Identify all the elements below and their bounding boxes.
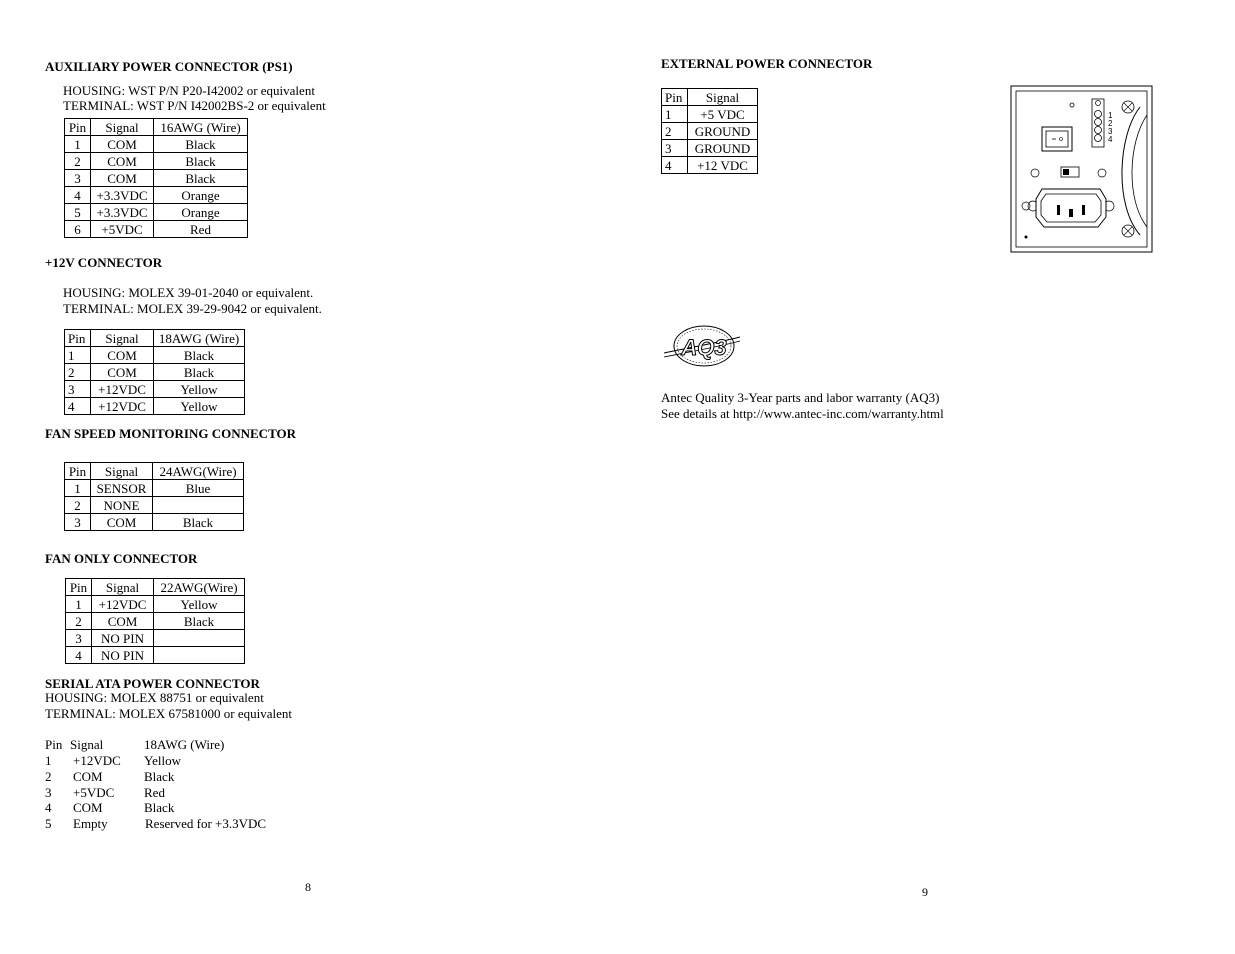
table-header-cell: Signal — [91, 463, 153, 480]
table-header-cell: Signal — [688, 89, 758, 106]
sata-signal-cell: +5VDC — [73, 784, 115, 800]
table-cell: 1 — [66, 596, 92, 613]
sata-header-wire: 18AWG (Wire) — [144, 737, 225, 752]
table-header-cell: 16AWG (Wire) — [154, 119, 248, 136]
table-cell: +3.3VDC — [91, 187, 154, 204]
table-cell: Black — [154, 347, 245, 364]
table-header-cell: Pin — [65, 119, 91, 136]
table-row — [65, 187, 248, 204]
table-cell: Blue — [153, 480, 244, 497]
fan-speed-pin-table — [64, 462, 244, 531]
table-row — [66, 647, 245, 664]
sata-signal-cell: COM — [73, 800, 103, 816]
table-row — [662, 106, 758, 123]
table-row — [65, 364, 245, 381]
table-cell: Yellow — [154, 381, 245, 398]
table-cell: NO PIN — [92, 630, 154, 647]
table-cell: 5 — [65, 204, 91, 221]
table-cell: COM — [91, 153, 154, 170]
twelve-terminal-text: TERMINAL: MOLEX 39-29-9042 or equivalent. — [63, 301, 322, 316]
table-cell — [154, 630, 245, 647]
table-cell: 2 — [66, 613, 92, 630]
fan-only-connector-heading: FAN ONLY CONNECTOR — [45, 551, 198, 566]
table-cell: GROUND — [688, 140, 758, 157]
table-cell: 4 — [66, 647, 92, 664]
table-header-cell: 24AWG(Wire) — [153, 463, 244, 480]
sata-connector-heading: SERIAL ATA POWER CONNECTOR — [45, 676, 260, 691]
table-cell: Orange — [154, 187, 248, 204]
table-cell: 1 — [65, 347, 91, 364]
diagram-pin-label-3: 3 — [1108, 127, 1113, 136]
aux-connector-heading: AUXILIARY POWER CONNECTOR (PS1) — [45, 59, 293, 74]
table-row — [65, 170, 248, 187]
table-cell: Black — [154, 364, 245, 381]
sata-wire-cell: Black — [144, 800, 175, 816]
right-page-number: 9 — [922, 885, 928, 899]
warranty-line-1: Antec Quality 3-Year parts and labor warranty (AQ3) — [661, 390, 940, 405]
table-cell: COM — [91, 364, 154, 381]
table-header-cell: Pin — [65, 330, 91, 347]
sata-header-pin: Pin — [45, 737, 63, 752]
aux-terminal-text: TERMINAL: WST P/N I42002BS-2 or equivalent — [63, 98, 326, 113]
table-header-row — [65, 119, 248, 136]
table-cell: Black — [154, 136, 248, 153]
table-row — [662, 140, 758, 157]
table-cell: 3 — [65, 381, 91, 398]
table-header-row — [662, 89, 758, 106]
table-cell: 1 — [65, 480, 91, 497]
table-header-cell: Signal — [92, 579, 154, 596]
table-row — [66, 630, 245, 647]
table-row — [65, 153, 248, 170]
table-cell: 2 — [65, 153, 91, 170]
table-header-row — [66, 579, 245, 596]
table-cell: COM — [91, 514, 153, 531]
table-cell: 3 — [66, 630, 92, 647]
table-row — [65, 381, 245, 398]
sata-signal-cell: COM — [73, 768, 103, 784]
table-row — [66, 596, 245, 613]
table-cell: Black — [153, 514, 244, 531]
table-cell: 3 — [662, 140, 688, 157]
table-cell: SENSOR — [91, 480, 153, 497]
sata-terminal-text: TERMINAL: MOLEX 67581000 or equivalent — [45, 706, 292, 721]
table-cell: +5VDC — [91, 221, 154, 238]
diagram-pin-label-1: 1 — [1108, 111, 1113, 120]
table-cell: COM — [91, 170, 154, 187]
table-cell: +12VDC — [91, 381, 154, 398]
table-cell — [154, 647, 245, 664]
aq3-logo-text: AQ3 — [681, 335, 727, 360]
table-header-cell: 22AWG(Wire) — [154, 579, 245, 596]
table-cell: COM — [92, 613, 154, 630]
table-row — [65, 221, 248, 238]
sata-wire-cell: Black — [144, 768, 175, 784]
twelve-housing-text: HOUSING: MOLEX 39-01-2040 or equivalent. — [63, 285, 314, 300]
table-row — [65, 514, 244, 531]
warranty-line-2: See details at http://www.antec-inc.com/warranty.html — [661, 406, 944, 421]
table-cell: 2 — [662, 123, 688, 140]
table-header-cell: 18AWG (Wire) — [154, 330, 245, 347]
table-row — [662, 157, 758, 174]
table-cell: 2 — [65, 497, 91, 514]
aux-pin-table — [64, 118, 248, 238]
table-cell: +12 VDC — [688, 157, 758, 174]
sata-wire-cell: Red — [144, 784, 165, 800]
table-cell: 2 — [65, 364, 91, 381]
aux-housing-text: HOUSING: WST P/N P20-I42002 or equivalent — [63, 83, 315, 98]
table-cell: 1 — [662, 106, 688, 123]
table-row — [65, 204, 248, 221]
table-cell: Black — [154, 153, 248, 170]
table-row — [65, 136, 248, 153]
table-header-cell: Signal — [91, 119, 154, 136]
table-cell: +5 VDC — [688, 106, 758, 123]
table-cell: GROUND — [688, 123, 758, 140]
table-cell: +12VDC — [91, 398, 154, 415]
table-row — [65, 497, 244, 514]
sata-signal-cell: +12VDC — [73, 753, 121, 768]
table-row — [65, 398, 245, 415]
table-cell — [153, 497, 244, 514]
table-cell: COM — [91, 347, 154, 364]
sata-housing-text: HOUSING: MOLEX 88751 or equivalent — [45, 690, 264, 705]
table-cell: 4 — [662, 157, 688, 174]
table-cell: 3 — [65, 514, 91, 531]
twelve-pin-table — [64, 329, 245, 415]
table-header-row — [65, 330, 245, 347]
sata-pin-cell: 1 — [45, 753, 52, 768]
sata-pin-cell: 3 — [45, 784, 52, 800]
table-cell: Black — [154, 613, 245, 630]
table-row — [65, 347, 245, 364]
table-cell: 4 — [65, 398, 91, 415]
aq3-logo — [662, 323, 742, 369]
sata-header-signal: Signal — [70, 737, 104, 752]
table-cell: Red — [154, 221, 248, 238]
twelve-volt-connector-heading: +12V CONNECTOR — [45, 255, 163, 270]
table-header-row — [65, 463, 244, 480]
table-cell: 4 — [65, 187, 91, 204]
table-cell: Orange — [154, 204, 248, 221]
fan-speed-connector-heading: FAN SPEED MONITORING CONNECTOR — [45, 426, 296, 441]
psu-rear-panel-diagram — [1010, 85, 1154, 254]
table-header-cell: Signal — [91, 330, 154, 347]
table-cell: Black — [154, 170, 248, 187]
table-header-cell: Pin — [662, 89, 688, 106]
table-header-cell: Pin — [65, 463, 91, 480]
sata-signal-cell: Empty — [73, 816, 108, 832]
table-cell: +12VDC — [92, 596, 154, 613]
left-page-number: 8 — [305, 880, 311, 894]
table-cell: Yellow — [154, 596, 245, 613]
diagram-pin-label-2: 2 — [1108, 119, 1113, 128]
sata-pin-cell: 2 — [45, 768, 52, 784]
table-cell: COM — [91, 136, 154, 153]
sata-wire-cell: Yellow — [144, 753, 181, 768]
table-cell: Yellow — [154, 398, 245, 415]
sata-pin-cell: 5 — [45, 816, 52, 832]
table-cell: 6 — [65, 221, 91, 238]
external-pin-table — [661, 88, 758, 174]
external-connector-heading: EXTERNAL POWER CONNECTOR — [661, 56, 873, 71]
sata-pin-cell: 4 — [45, 800, 52, 816]
fan-only-pin-table — [65, 578, 245, 664]
table-cell: 3 — [65, 170, 91, 187]
table-cell: 1 — [65, 136, 91, 153]
table-row — [662, 123, 758, 140]
table-header-cell: Pin — [66, 579, 92, 596]
table-row — [66, 613, 245, 630]
diagram-pin-label-4: 4 — [1108, 135, 1113, 144]
sata-wire-cell: Reserved for +3.3VDC — [145, 816, 267, 832]
table-row — [65, 480, 244, 497]
table-cell: NO PIN — [92, 647, 154, 664]
table-cell: +3.3VDC — [91, 204, 154, 221]
table-cell: NONE — [91, 497, 153, 514]
